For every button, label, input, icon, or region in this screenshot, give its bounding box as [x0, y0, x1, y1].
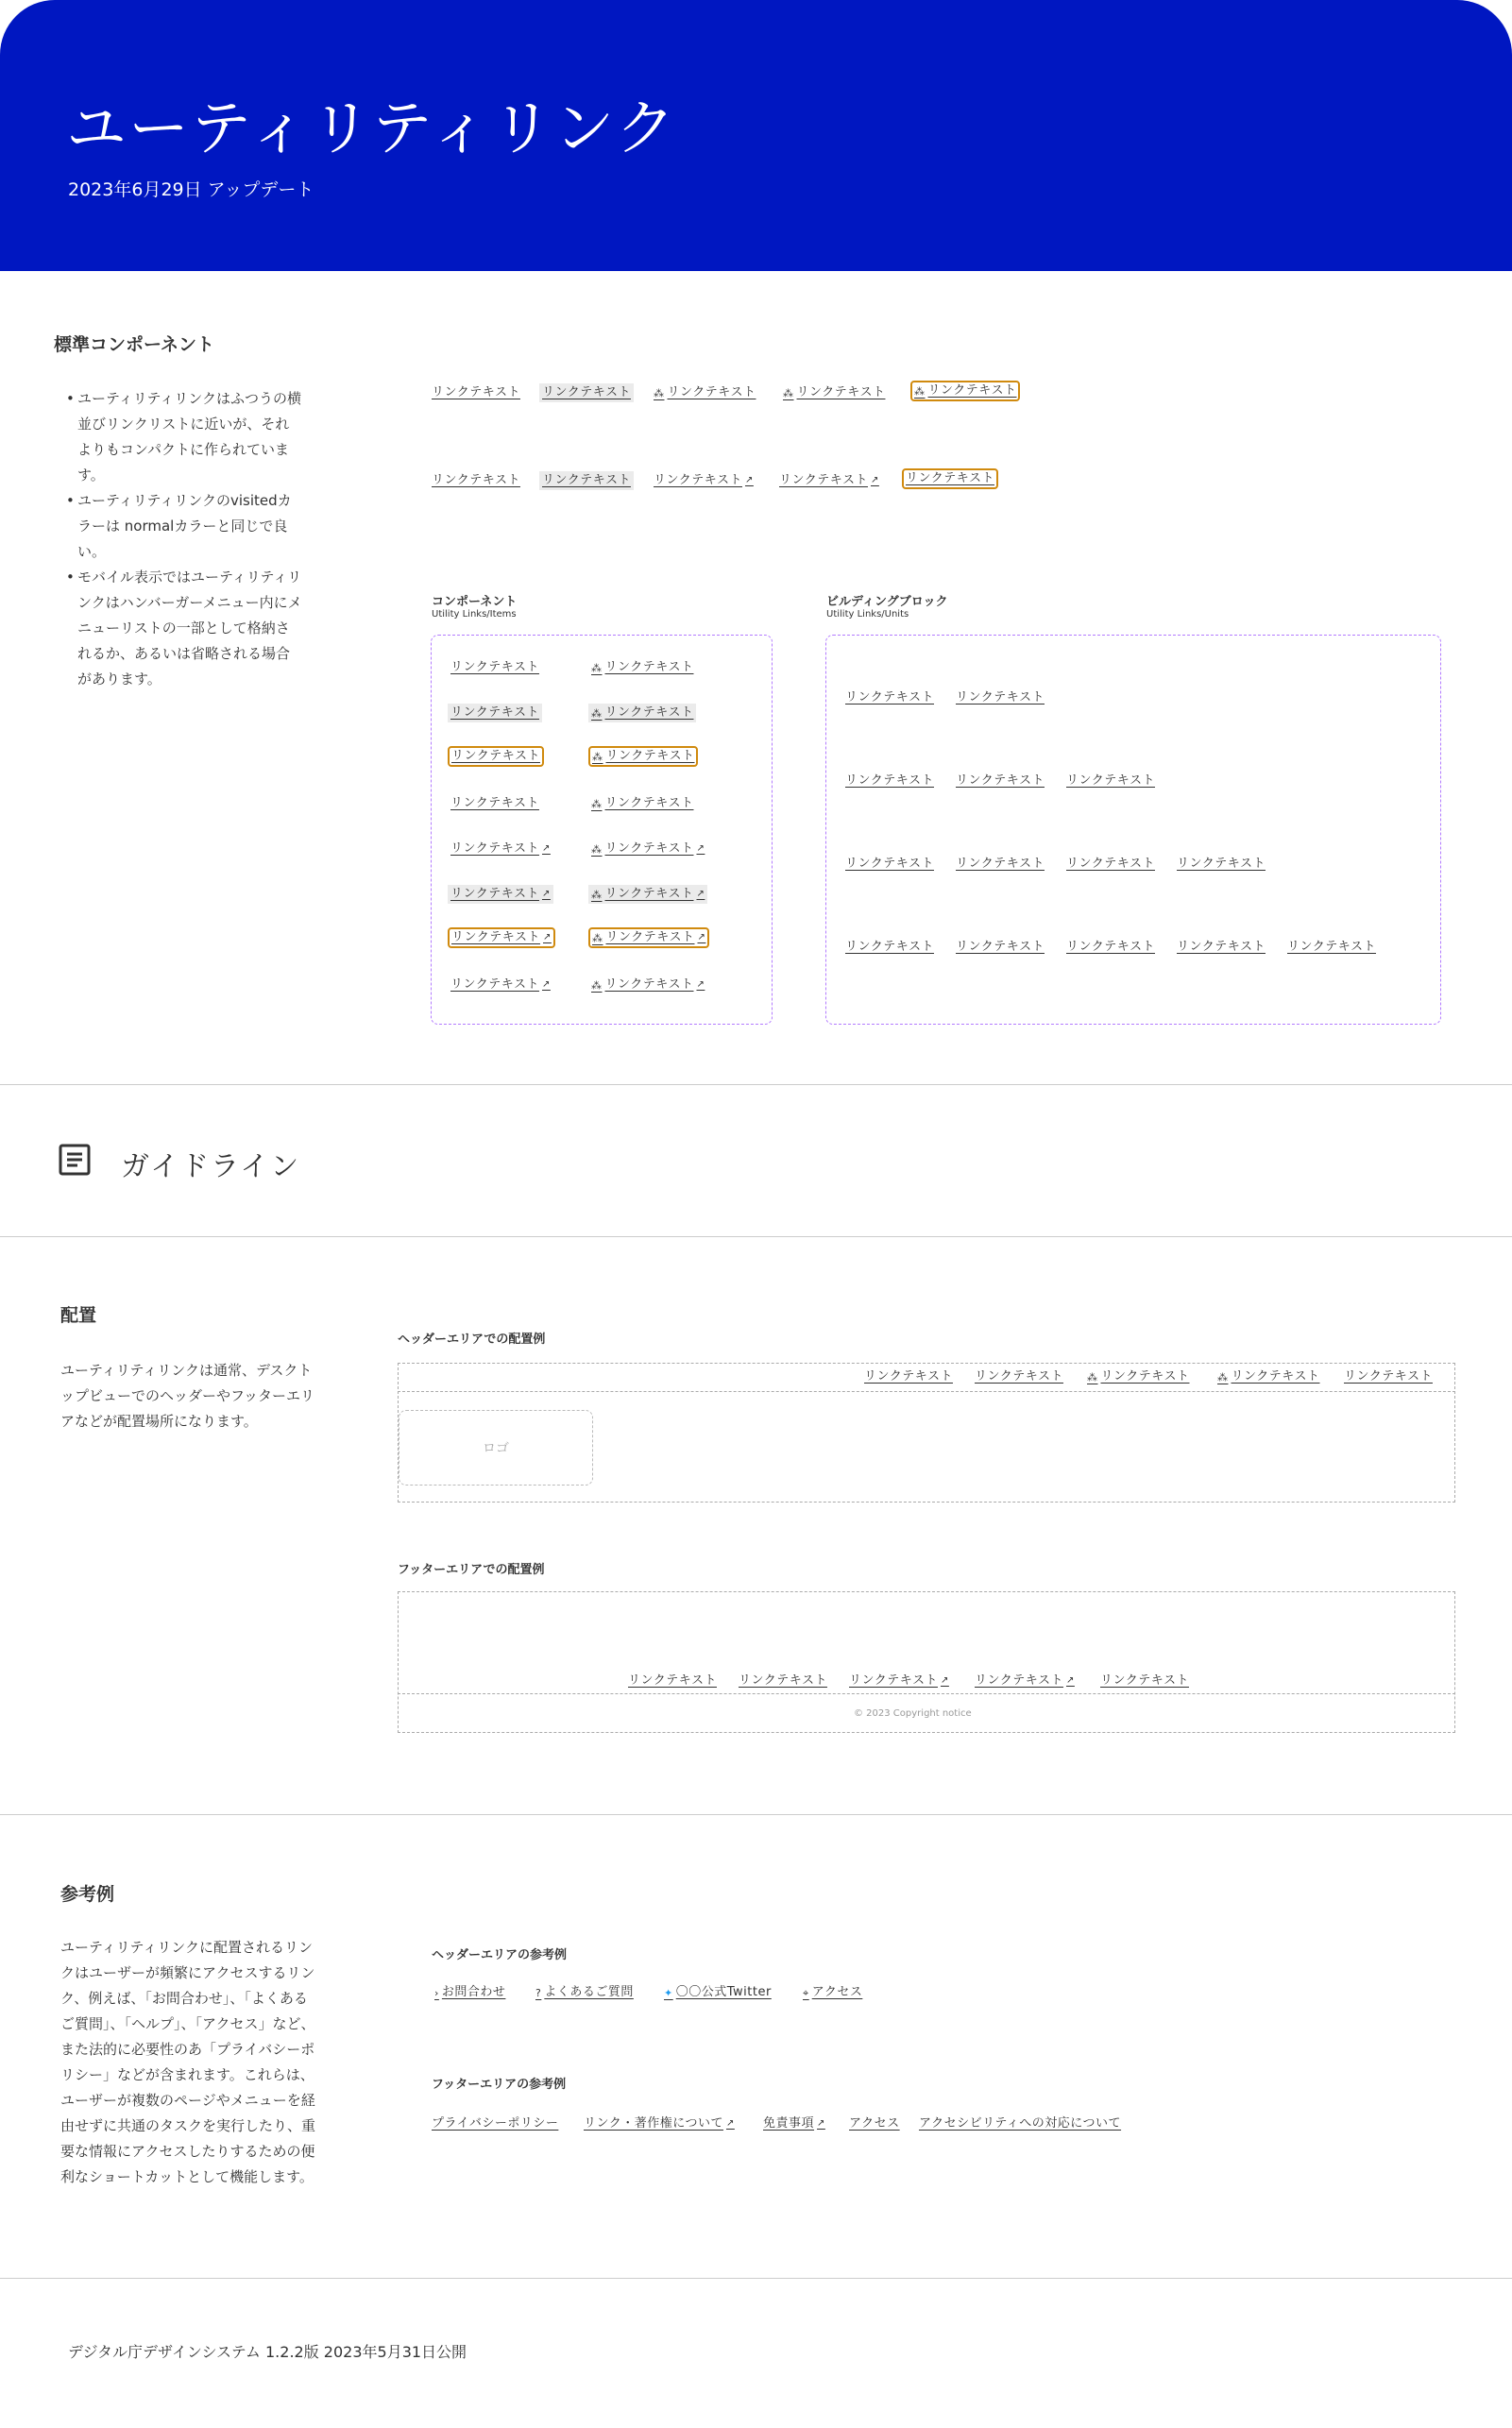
- unit-link[interactable]: リンクテキスト: [956, 857, 1045, 871]
- unit-link[interactable]: リンクテキスト: [845, 857, 934, 871]
- item-link-icon-external[interactable]: ⁂ リンクテキスト ↗: [591, 841, 705, 856]
- utility-link-focus[interactable]: リンクテキスト: [902, 468, 998, 489]
- utility-link-external[interactable]: リンクテキスト ↗: [779, 473, 879, 487]
- utility-link-hover[interactable]: リンクテキスト: [539, 383, 634, 402]
- copyright-notice: © 2023 Copyright notice: [854, 1708, 972, 1719]
- utility-link[interactable]: リンクテキスト: [432, 385, 520, 399]
- divider: [0, 1084, 1512, 1085]
- item-link-external[interactable]: リンクテキスト ↗: [450, 841, 551, 856]
- external-link-icon: ↗: [940, 1675, 949, 1686]
- unit-link[interactable]: リンクテキスト: [1066, 940, 1155, 954]
- component-sub: Utility Links/Items: [432, 609, 517, 620]
- item-link-icon[interactable]: ⁂ リンクテキスト: [591, 796, 694, 810]
- external-link-icon: ↗: [725, 2118, 735, 2129]
- utility-link[interactable]: リンクテキスト: [432, 473, 520, 487]
- ref-footer-caption: フッターエリアの参考例: [432, 2078, 567, 2092]
- unit-link[interactable]: リンクテキスト: [956, 773, 1045, 788]
- unit-link[interactable]: リンクテキスト: [1177, 857, 1266, 871]
- nodes-icon: ⁂: [783, 386, 794, 399]
- item-link-external-focus[interactable]: リンクテキスト ↗: [448, 927, 555, 948]
- utility-link-icon[interactable]: ⁂ リンクテキスト: [783, 385, 886, 399]
- divider: [0, 1236, 1512, 1237]
- building-caption: ビルディングブロック: [826, 595, 948, 609]
- unit-link[interactable]: リンクテキスト: [1177, 940, 1266, 954]
- question-circle-icon: ?: [535, 1986, 542, 1999]
- footer-area-divider: [398, 1693, 1455, 1694]
- item-link-icon-focus[interactable]: ⁂ リンクテキスト: [588, 746, 698, 767]
- reference-text: ユーティリティリンクに配置されるリンクはユーザーが頻繁にアクセスするリンク、例えば、「お問合わせ」、「よくあるご質問」、「ヘルプ」、「アクセス」など、また法的に必要性のあ「プライバシーポリシー」などが含まれます。これらは、ユーザーが複数のページやメニューを経由せずに共通のタスクを実行したり、重要な情報にアクセスしたりするための便利なショートカットとして機能します。: [60, 1939, 316, 2185]
- twitter-icon: ✦: [664, 1986, 673, 1999]
- unit-link[interactable]: リンクテキスト: [845, 690, 934, 705]
- utility-link-focus[interactable]: ⁂ リンクテキスト: [910, 381, 1020, 401]
- external-link-icon: ↗: [817, 2118, 825, 2129]
- footer-text: デジタル庁デザインシステム 1.2.2版 2023年5月31日公開: [68, 2343, 467, 2361]
- ref-header-caption: ヘッダーエリアの参考例: [432, 1948, 568, 1962]
- copyright-link[interactable]: リンク・著作権について ↗: [584, 2116, 735, 2131]
- header-utility-link-icon[interactable]: ⁂ リンクテキスト: [1087, 1369, 1190, 1384]
- item-link-icon-external[interactable]: ⁂ リンクテキスト ↗: [591, 977, 705, 992]
- external-link-icon: ↗: [696, 843, 705, 854]
- nodes-icon: ⁂: [591, 888, 603, 901]
- item-link[interactable]: リンクテキスト: [450, 660, 539, 674]
- nodes-icon: ⁂: [1217, 1370, 1229, 1384]
- twitter-link[interactable]: ✦ 〇〇公式Twitter: [664, 1985, 772, 1999]
- external-link-icon: ↗: [541, 979, 551, 990]
- header-utility-link[interactable]: リンクテキスト: [864, 1369, 953, 1384]
- nodes-icon: ⁂: [1087, 1370, 1098, 1384]
- item-link-hover[interactable]: リンクテキスト: [448, 704, 542, 722]
- external-link-icon: ↗: [744, 475, 754, 485]
- access-link[interactable]: アクセス: [849, 2116, 900, 2131]
- reference-title: 参考例: [60, 1884, 115, 1905]
- component-frame: [431, 635, 773, 1025]
- unit-link[interactable]: リンクテキスト: [845, 773, 934, 788]
- update-date: 2023年6月29日 アップデート: [68, 179, 314, 200]
- footer-utility-link[interactable]: リンクテキスト: [628, 1673, 717, 1688]
- nodes-icon: ⁂: [591, 797, 603, 810]
- standard-bullets: [66, 386, 302, 692]
- item-link-icon[interactable]: ⁂ リンクテキスト: [591, 660, 694, 674]
- item-link-focus[interactable]: リンクテキスト: [448, 746, 544, 767]
- footer-utility-link-external[interactable]: リンクテキスト ↗: [975, 1673, 1075, 1688]
- utility-link-external[interactable]: リンクテキスト ↗: [654, 473, 754, 487]
- item-link[interactable]: リンクテキスト: [450, 796, 539, 810]
- faq-link[interactable]: ? よくあるご質問: [535, 1985, 634, 1999]
- nodes-icon: ⁂: [592, 750, 603, 763]
- utility-link-hover[interactable]: リンクテキスト: [539, 471, 634, 490]
- nodes-icon: ⁂: [591, 706, 603, 720]
- footer-utility-link[interactable]: リンクテキスト: [1100, 1673, 1189, 1688]
- header-area-divider: [398, 1391, 1455, 1392]
- placement-text: ユーティリティリンクは通常、デスクトップビューでのヘッダーやフッターエリアなどが配置場所になります。: [60, 1362, 314, 1430]
- nodes-icon: ⁂: [591, 842, 603, 856]
- nodes-icon: ⁂: [591, 978, 603, 992]
- nodes-icon: ⁂: [914, 384, 926, 398]
- unit-link[interactable]: リンクテキスト: [1066, 773, 1155, 788]
- bullet-item: • ユーティリティリンクはふつうの横並びリンクリストに近いが、それよりもコンパクトに作られています。: [66, 386, 302, 488]
- chevron-right-icon: ›: [434, 1986, 439, 1999]
- footer-area-caption: フッターエリアでの配置例: [398, 1563, 545, 1577]
- external-link-icon: ↗: [696, 889, 705, 899]
- external-link-icon: ↗: [1065, 1675, 1075, 1686]
- bullet-item: • モバイル表示ではユーティリティリンクはハンバーガーメニュー内にメニューリストの一部として格納されるか、あるいは省略される場合があります。: [66, 565, 302, 692]
- disclaimer-link[interactable]: 免責事項 ↗: [763, 2116, 825, 2131]
- external-link-icon: ↗: [696, 979, 705, 990]
- item-link-external-hover[interactable]: リンクテキスト ↗: [448, 885, 553, 904]
- bullet-item: • ユーティリティリンクのvisitedカラーは normalカラーと同じで良い。: [66, 488, 302, 565]
- component-caption: コンポーネント: [432, 595, 518, 609]
- placement-title: 配置: [60, 1305, 97, 1326]
- logo-placeholder: ロゴ: [399, 1410, 593, 1486]
- nodes-icon: ⁂: [592, 931, 603, 944]
- item-link-external[interactable]: リンクテキスト ↗: [450, 977, 551, 992]
- item-link-icon-hover[interactable]: ⁂ リンクテキスト: [588, 704, 696, 722]
- divider: [0, 2278, 1512, 2279]
- external-link-icon: ↗: [541, 889, 551, 899]
- nodes-icon: ⁂: [654, 386, 665, 399]
- external-link-icon: ↗: [541, 843, 551, 854]
- page-title: ユーティリティリンク: [66, 94, 678, 164]
- footer-utility-link-external[interactable]: リンクテキスト ↗: [849, 1673, 949, 1688]
- page-header: [0, 0, 1512, 271]
- unit-link[interactable]: リンクテキスト: [1287, 940, 1376, 954]
- item-link-icon-external-focus[interactable]: ⁂ リンクテキスト ↗: [588, 927, 709, 948]
- access-link[interactable]: ⌖ アクセス: [803, 1985, 863, 1999]
- header-utility-link-icon[interactable]: ⁂ リンクテキスト: [1217, 1369, 1320, 1384]
- document-icon: [59, 1144, 91, 1176]
- header-utility-link[interactable]: リンクテキスト: [1344, 1369, 1433, 1384]
- header-utility-link[interactable]: リンクテキスト: [975, 1369, 1063, 1384]
- standard-title: 標準コンポーネント: [54, 334, 215, 355]
- external-link-icon: ↗: [542, 932, 552, 942]
- guideline-heading: ガイドライン: [121, 1150, 301, 1183]
- map-pin-icon: ⌖: [803, 1986, 809, 1999]
- nodes-icon: ⁂: [591, 661, 603, 674]
- unit-link[interactable]: リンクテキスト: [1066, 857, 1155, 871]
- accessibility-link[interactable]: アクセシビリティへの対応について: [919, 2116, 1122, 2131]
- contact-link[interactable]: › お問合わせ: [434, 1985, 506, 1999]
- divider: [0, 1814, 1512, 1815]
- footer-utility-link[interactable]: リンクテキスト: [739, 1673, 827, 1688]
- utility-link-icon[interactable]: ⁂ リンクテキスト: [654, 385, 756, 399]
- unit-link[interactable]: リンクテキスト: [845, 940, 934, 954]
- unit-link[interactable]: リンクテキスト: [956, 690, 1045, 705]
- external-link-icon: ↗: [870, 475, 879, 485]
- building-sub: Utility Links/Units: [826, 609, 909, 620]
- item-link-icon-external-hover[interactable]: ⁂ リンクテキスト ↗: [588, 885, 707, 904]
- external-link-icon: ↗: [697, 932, 706, 942]
- privacy-link[interactable]: プライバシーポリシー: [432, 2116, 559, 2131]
- unit-link[interactable]: リンクテキスト: [956, 940, 1045, 954]
- header-area-caption: ヘッダーエリアでの配置例: [398, 1333, 546, 1347]
